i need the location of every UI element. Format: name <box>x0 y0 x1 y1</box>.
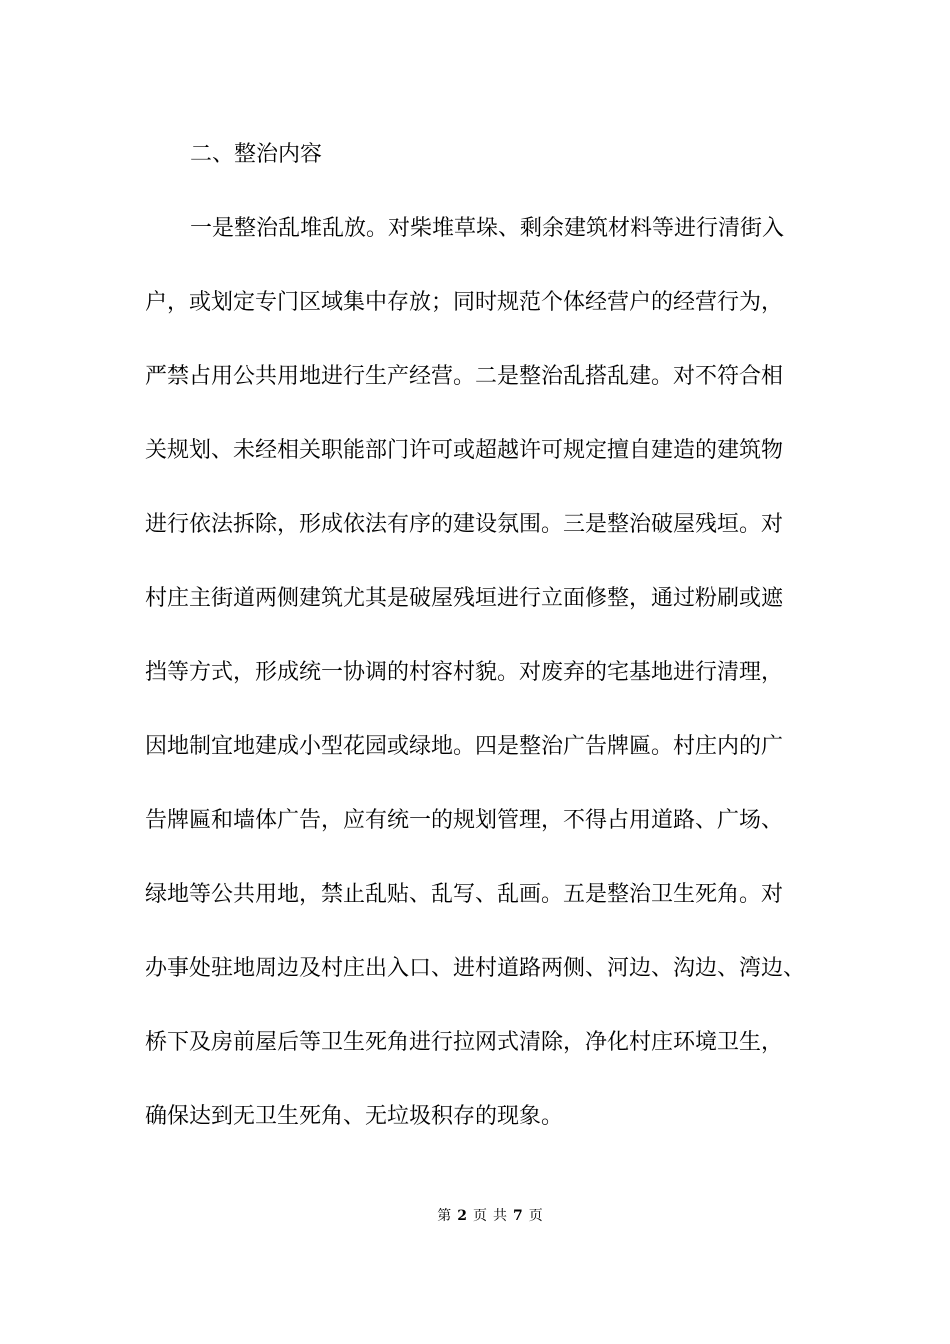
paragraph-line: 村庄主街道两侧建筑尤其是破屋残垣进行立面修整，通过粉刷或遮 <box>145 586 784 611</box>
footer-total-pages: 7 <box>513 1208 523 1224</box>
paragraph-line: 绿地等公共用地，禁止乱贴、乱写、乱画。五是整治卫生死角。对 <box>145 882 784 907</box>
section-heading: 二、整治内容 <box>190 142 323 167</box>
paragraph-line: 关规划、未经相关职能部门许可或超越许可规定擅自建造的建筑物 <box>145 438 784 463</box>
paragraph-line: 办事处驻地周边及村庄出入口、进村道路两侧、河边、沟边、湾边、 <box>145 956 806 981</box>
paragraph-line: 告牌匾和墙体广告，应有统一的规划管理，不得占用道路、广场、 <box>145 808 784 833</box>
paragraph-line: 户，或划定专门区域集中存放；同时规范个体经营户的经营行为， <box>145 290 784 315</box>
paragraph-line: 桥下及房前屋后等卫生死角进行拉网式清除，净化村庄环境卫生， <box>145 1030 784 1055</box>
paragraph-line: 因地制宜地建成小型花园或绿地。四是整治广告牌匾。村庄内的广 <box>145 734 784 759</box>
footer-current-page: 2 <box>457 1208 467 1224</box>
footer-suffix: 页 <box>528 1208 543 1224</box>
paragraph-line: 挡等方式，形成统一协调的村容村貌。对废弃的宅基地进行清理， <box>145 660 784 685</box>
paragraph-line: 进行依法拆除，形成依法有序的建设氛围。三是整治破屋残垣。对 <box>145 512 784 537</box>
footer-prefix: 第 <box>437 1208 452 1224</box>
paragraph-line: 一是整治乱堆乱放。对柴堆草垛、剩余建筑材料等进行清街入 <box>168 216 785 241</box>
paragraph-line: 确保达到无卫生死角、无垃圾积存的现象。 <box>145 1104 564 1129</box>
paragraph-line: 严禁占用公共用地进行生产经营。二是整治乱搭乱建。对不符合相 <box>145 364 784 389</box>
page-footer <box>0 1206 950 1226</box>
footer-page-word: 页 <box>473 1208 487 1224</box>
footer-total-word: 共 <box>493 1208 507 1224</box>
